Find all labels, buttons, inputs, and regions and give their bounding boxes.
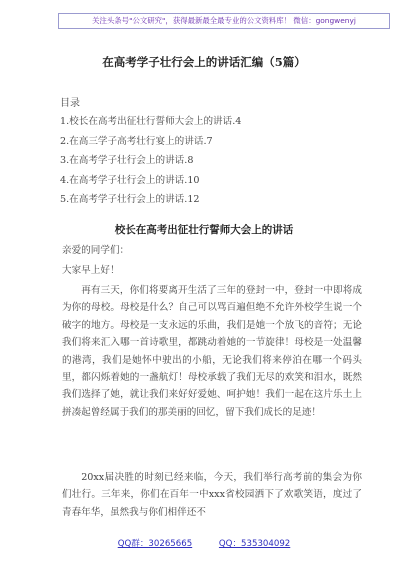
footer-contact <box>0 537 408 549</box>
toc-heading: 目录 <box>60 98 80 109</box>
body-paragraph: 20xx届决胜的时刻已经来临，今天，我们举行高考前的集会为你们壮行。三年来，你们在百年一中xxx省校园洒下了欢歌笑语，度过了青春年华，虽然我与你们相伴还不 <box>62 472 362 518</box>
toc-item[interactable]: 1.校长在高考出征壮行誓师大会上的讲话.4 <box>60 116 242 127</box>
qq-group-link[interactable]: QQ群：30265665 <box>117 539 193 549</box>
body-paragraph: 再有三天，你们将要离开生活了三年的登封一中，登封一中即将成为你的母校。母校是什么？自己可以骂百遍但绝不允许外校学生说一个破字的地方。母校是一支永远的乐曲，我们是她一个放飞的音符；无论我们将来汇入哪一首诗歌里，都跳动着她的一节旋律！母校是一处温馨的港湾，我们是她怀中驶出的小船，无论我们将来停泊在哪一个码头里，都闪烁着她的一盏航灯！母校承载了我们无尽的欢笑和泪水，既然我们选择了她，就让我们来好好爱她、呵护她！我们一起在这片乐土上拼凑起曾经属于我们的那美丽的回忆，留下我们成长的足迹！ <box>62 285 362 418</box>
section-title: 校长在高考出征壮行誓师大会上的讲话 <box>114 224 294 236</box>
table-of-contents <box>60 112 241 210</box>
greeting-line: 大家早上好！ <box>62 265 120 276</box>
toc-item[interactable]: 3.在高考学子壮行会上的讲话.8 <box>60 155 194 166</box>
qq-contact-link[interactable]: QQ：535304092 <box>218 539 291 549</box>
header-banner: 关注头条号"公文研究"，获得最新最全最专业的公文资料库！ 微信：gongwenyj <box>58 13 390 29</box>
toc-item[interactable]: 4.在高考学子壮行会上的讲话.10 <box>60 174 200 186</box>
toc-item[interactable]: 2.在高三学子高考壮行宴上的讲话.7 <box>60 135 213 147</box>
toc-item[interactable]: 5.在高考学子壮行会上的讲话.12 <box>60 194 200 205</box>
document-title: 在高考学子壮行会上的讲话汇编（5篇） <box>102 55 306 69</box>
salutation: 亲爱的同学们： <box>62 245 130 256</box>
